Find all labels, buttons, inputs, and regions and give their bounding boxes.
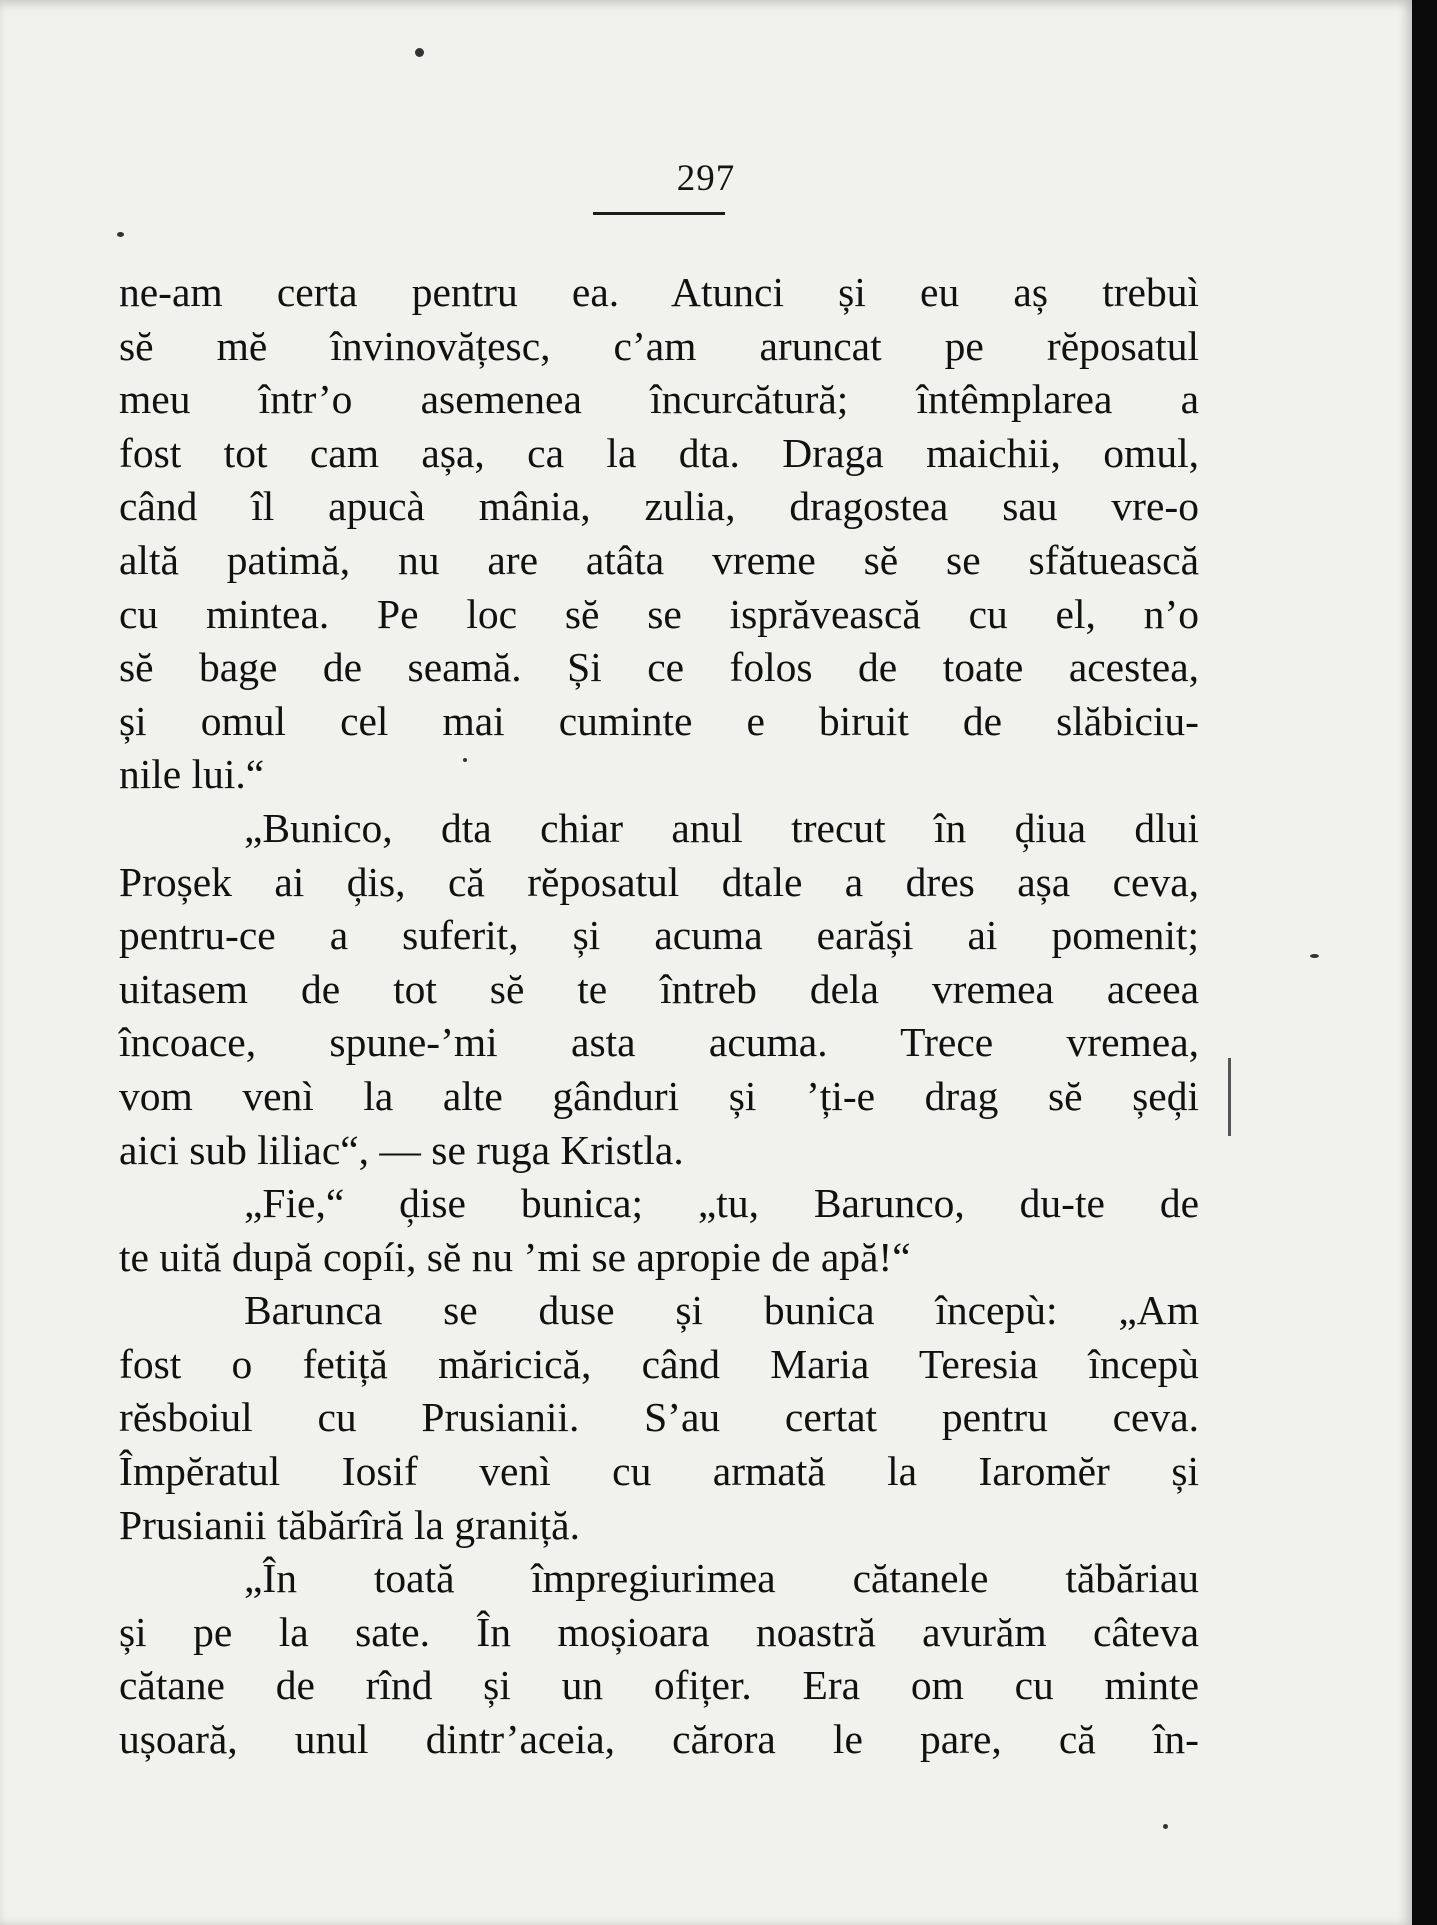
text-line: și omul cel mai cuminte e biruit de slăbiciu- — [119, 697, 1199, 744]
print-speck — [1163, 1824, 1168, 1829]
text-line: rĕsboiul cu Prusianii. S’au certat pentru ceva. — [119, 1394, 1199, 1441]
text-line: „În toată împregiurimea cătanele tăbăriau — [244, 1555, 1199, 1602]
text-line: nile lui.“ — [119, 751, 265, 798]
text-line: fost tot cam așa, ca la dta. Draga maichii, omul, — [119, 429, 1199, 476]
print-speck — [463, 758, 467, 762]
text-line: te uită după copíi, sĕ nu ’mi se apropie de apă!“ — [119, 1233, 911, 1280]
body-text — [119, 266, 1199, 1767]
text-line: cu mintea. Pe loc sĕ se isprăvească cu el, n’o — [119, 590, 1199, 637]
text-line: aici sub liliac“, — se ruga Kristla. — [119, 1126, 684, 1173]
text-line: Împĕratul Iosif venì cu armată la Iaromĕr și — [119, 1448, 1199, 1495]
text-line: Prusianii tăbărîră la graniță. — [119, 1501, 580, 1548]
page-number: 297 — [676, 158, 736, 199]
page-edge — [1412, 0, 1437, 1925]
text-line: fost o fetiță măricică, când Maria Teresia începù — [119, 1340, 1199, 1387]
text-line: uitasem de tot sĕ te întreb dela vremea aceea — [119, 965, 1199, 1012]
print-speck — [1310, 954, 1319, 958]
text-line: și pe la sate. În moșioara noastră avurăm câteva — [119, 1608, 1199, 1655]
margin-pencil-mark — [1228, 1058, 1231, 1136]
text-line: sĕ bage de seamă. Și ce folos de toate acestea, — [119, 644, 1199, 691]
print-speck — [415, 48, 424, 57]
text-line: încoace, spune-’mi asta acuma. Trece vremea, — [119, 1019, 1199, 1066]
text-line: „Fie,“ ḑise bunica; „tu, Barunco, du-te de — [244, 1180, 1199, 1227]
text-line: „Bunico, dta chiar anul trecut în ḑiua dlui — [244, 804, 1199, 851]
text-line: sĕ mĕ învinovățesc, c’am aruncat pe rĕposatul — [119, 322, 1199, 369]
text-line: cătane de rînd și un ofițer. Era om cu minte — [119, 1662, 1199, 1709]
text-line: Barunca se duse și bunica începù: „Am — [244, 1287, 1199, 1334]
text-line: altă patimă, nu are atâta vreme sĕ se sfătuească — [119, 536, 1199, 583]
page-number-rule — [593, 212, 725, 215]
print-speck — [117, 232, 124, 237]
text-line: Proșek ai ḑis, că rĕposatul dtale a dres așa ceva, — [119, 858, 1199, 905]
text-line: ne-am certa pentru ea. Atunci și eu aș trebuì — [119, 269, 1199, 315]
text-line: ușoară, unul dintr’aceia, cărora le pare, că în- — [119, 1716, 1199, 1763]
text-line: meu într’o asemenea încurcătură; întêmplarea a — [119, 376, 1199, 423]
text-line: vom venì la alte gânduri și ’ți-e drag sĕ șeḑi — [119, 1072, 1199, 1119]
text-line: când îl apucà mânia, zulia, dragostea sau vre-o — [119, 483, 1199, 530]
text-line: pentru-ce a suferit, și acuma earăși ai pomenit; — [119, 912, 1199, 959]
